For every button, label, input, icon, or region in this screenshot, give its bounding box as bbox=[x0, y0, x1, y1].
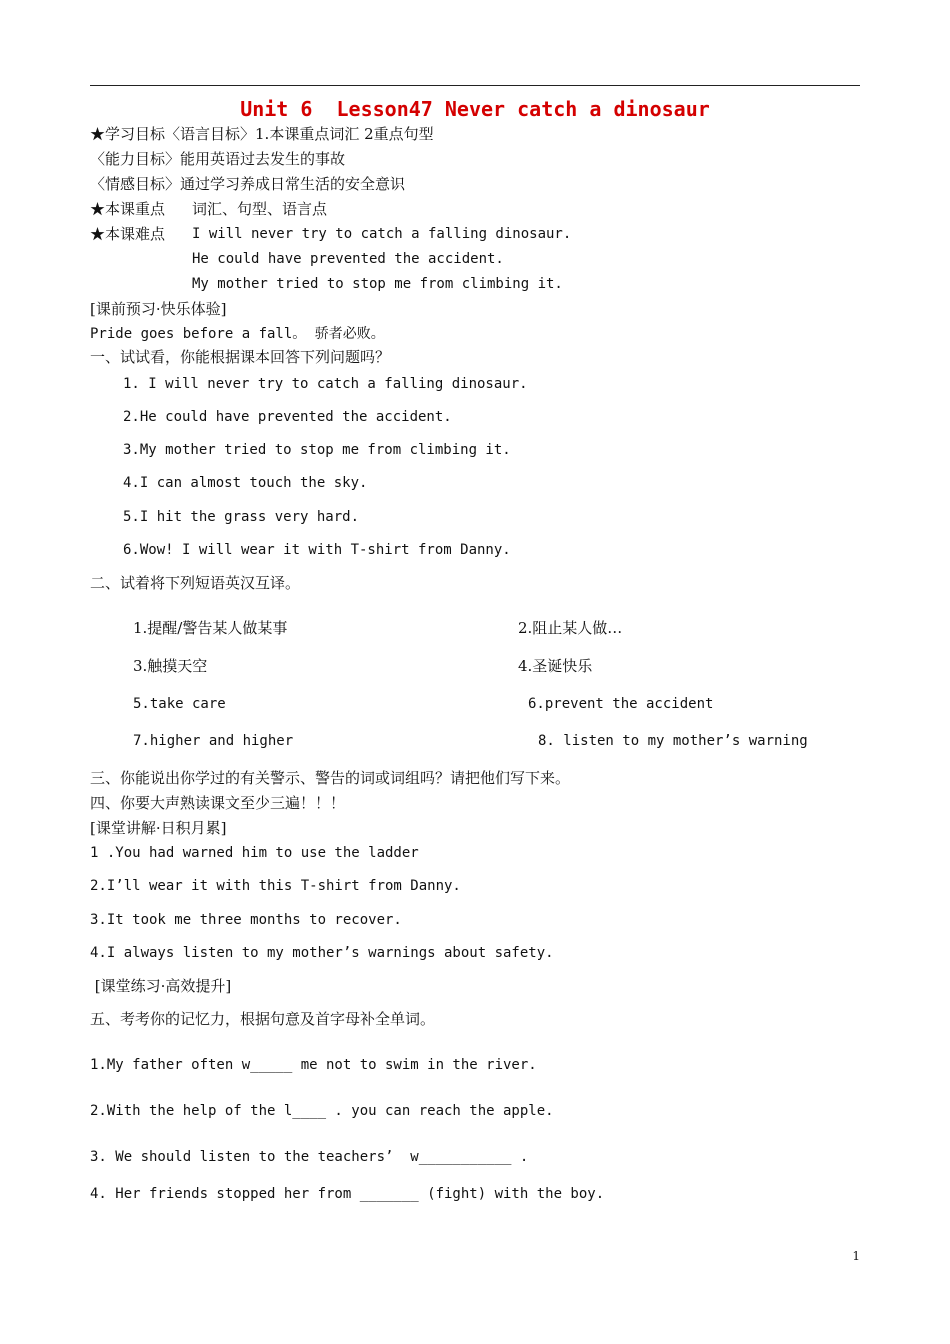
phrase-item: 3.触摸天空 bbox=[133, 657, 208, 675]
difficult-sentence: My mother tried to stop me from climbing it. bbox=[192, 276, 563, 292]
difficult-sentence: I will never try to catch a falling dinosaur. bbox=[192, 226, 572, 242]
objective-ability: 〈能力目标〉能用英语过去发生的事故 bbox=[90, 150, 346, 168]
phrase-item: 1.提醒/警告某人做某事 bbox=[133, 619, 288, 637]
lecture-item: 3.It took me three months to recover. bbox=[90, 912, 402, 928]
question-item: 2.He could have prevented the accident. bbox=[123, 409, 452, 425]
key-points-text: 词汇、句型、语言点 bbox=[192, 200, 328, 218]
phrase-item: 2.阻止某人做… bbox=[518, 619, 623, 637]
section-5-heading: 五、考考你的记忆力，根据句意及首字母补全单词。 bbox=[90, 1010, 436, 1028]
question-item: 3.My mother tried to stop me from climbing it. bbox=[123, 442, 511, 458]
phrase-item: 6.prevent the accident bbox=[528, 696, 714, 712]
objective-language: ★学习目标〈语言目标〉1.本课重点词汇 2重点句型 bbox=[90, 125, 434, 143]
objective-emotion: 〈情感目标〉通过学习养成日常生活的安全意识 bbox=[90, 175, 406, 193]
phrase-item: 5.take care bbox=[133, 696, 226, 712]
phrase-item: 8. listen to my mother’s warning bbox=[538, 733, 808, 749]
phrase-item: 4.圣诞快乐 bbox=[518, 657, 593, 675]
exercise-item: 1.My father often w_____ me not to swim in the river. bbox=[90, 1057, 537, 1073]
question-item: 4.I can almost touch the sky. bbox=[123, 475, 368, 491]
preview-heading: [课前预习·快乐体验] bbox=[90, 300, 227, 318]
key-points-label: ★本课重点 bbox=[90, 200, 166, 218]
exercise-item: 2.With the help of the l____ . you can reach the apple. bbox=[90, 1103, 554, 1119]
question-item: 6.Wow! I will wear it with T-shirt from Danny. bbox=[123, 542, 511, 558]
section-1-heading: 一、试试看，你能根据课本回答下列问题吗？ bbox=[90, 348, 391, 366]
practice-heading: [课堂练习·高效提升] bbox=[90, 977, 232, 995]
lecture-heading: [课堂讲解·日积月累] bbox=[90, 819, 227, 837]
section-2-heading: 二、试着将下列短语英汉互译。 bbox=[90, 574, 301, 592]
section-4-heading: 四、你要大声熟读课文至少三遍！！！ bbox=[90, 794, 346, 812]
exercise-item: 3. We should listen to the teachers’ w___________ . bbox=[90, 1149, 529, 1165]
difficult-points-label: ★本课难点 bbox=[90, 225, 166, 243]
lecture-item: 2.I’ll wear it with this T-shirt from Danny. bbox=[90, 878, 461, 894]
lesson-title: Unit 6 Lesson47 Never catch a dinosaur bbox=[240, 97, 710, 121]
question-item: 1. I will never try to catch a falling dinosaur. bbox=[123, 376, 528, 392]
section-3-heading: 三、你能说出你学过的有关警示、警告的词或词组吗？请把他们写下来。 bbox=[90, 769, 571, 787]
proverb: Pride goes before a fall。 骄者必败。 bbox=[90, 326, 385, 342]
header-rule bbox=[90, 85, 860, 86]
lecture-item: 1 .You had warned him to use the ladder bbox=[90, 845, 419, 861]
page-number: 1 bbox=[852, 1249, 860, 1263]
phrase-item: 7.higher and higher bbox=[133, 733, 294, 749]
question-item: 5.I hit the grass very hard. bbox=[123, 509, 360, 525]
lecture-item: 4.I always listen to my mother’s warnings about safety. bbox=[90, 945, 554, 961]
exercise-item: 4. Her friends stopped her from _______ (fight) with the boy. bbox=[90, 1186, 605, 1202]
difficult-sentence: He could have prevented the accident. bbox=[192, 251, 504, 267]
